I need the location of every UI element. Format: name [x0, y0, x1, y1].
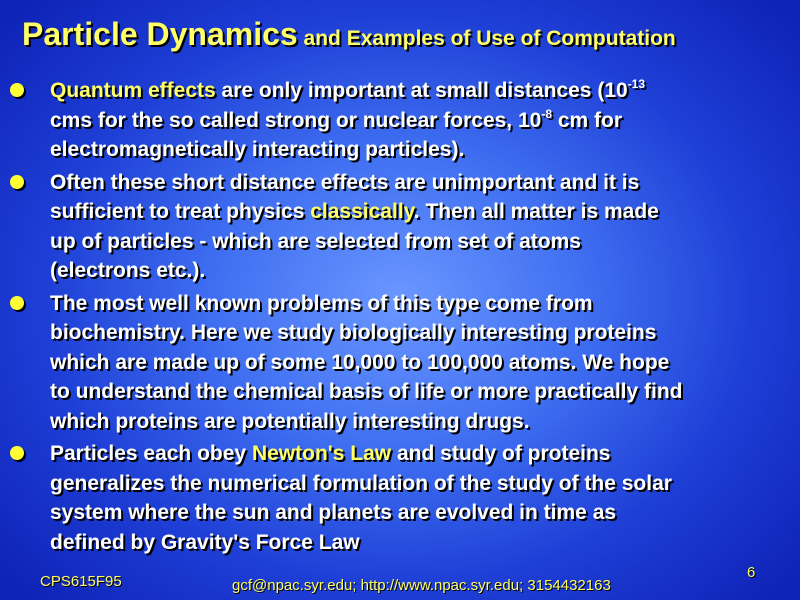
bullet-text: to understand the chemical basis of life or more practically find: [50, 380, 683, 403]
bullet-text: defined by Gravity's Force Law: [50, 530, 360, 554]
bullet-text: Often these short distance effects are unimportant and it is: [50, 170, 640, 194]
page-number: 6: [747, 564, 756, 581]
bullet-dot-icon: [10, 83, 24, 97]
bullet-text: which proteins are potentially interesting drugs.: [50, 409, 530, 433]
bullet-text: system where the sun and planets are evolved in time as: [50, 501, 617, 524]
highlighted-term: Newton's Law: [251, 442, 392, 465]
bullet-text: (electrons etc.).: [50, 259, 206, 282]
bullet-text: The most well known problems of this type come from: [50, 291, 593, 315]
bullet-item: [0, 439, 800, 557]
bullet-text: up of particles - which are selected from set of atoms: [50, 229, 581, 253]
bullet-text: . Then all matter is made: [413, 200, 659, 223]
footer-contact: gcf@npac.syr.edu; http://www.npac.syr.edu; 3154432163: [232, 577, 611, 594]
highlighted-term: Quantum effects: [50, 79, 216, 102]
bullet-item: [0, 76, 800, 165]
bullet-text: sufficient to treat physics: [50, 200, 311, 223]
bullet-text: electromagnetically interacting particles).: [50, 138, 465, 161]
superscript-exponent: -8: [541, 106, 552, 121]
bullet-text: cm for: [552, 108, 623, 132]
bullet-text: biochemistry. Here we study biologically interesting proteins: [50, 321, 657, 344]
bullet-item: [0, 289, 800, 437]
title-subtitle: and Examples of Use of Computation: [297, 27, 676, 50]
bullet-text: generalizes the numerical formulation of the study of the solar: [50, 471, 672, 495]
superscript-exponent: -13: [627, 77, 646, 91]
bullet-text: cms for the so called strong or nuclear forces, 10: [50, 108, 542, 132]
footer-course-code: CPS615F95: [40, 573, 122, 590]
bullet-dot-icon: [10, 446, 24, 460]
bullet-text: are only important at small distances (10: [215, 79, 628, 102]
highlighted-term: classically: [310, 200, 414, 223]
bullet-dot-icon: [10, 175, 24, 189]
bullet-text: which are made up of some 10,000 to 100,000 atoms. We hope: [50, 350, 670, 374]
bullet-text: and study of proteins: [391, 442, 611, 465]
slide-title: [22, 18, 676, 50]
title-main: Particle Dynamics: [22, 16, 298, 52]
bullet-dot-icon: [10, 296, 24, 310]
bullet-text: Particles each obey: [50, 442, 252, 465]
bullet-item: [0, 168, 800, 286]
bullet-list: [0, 76, 800, 560]
